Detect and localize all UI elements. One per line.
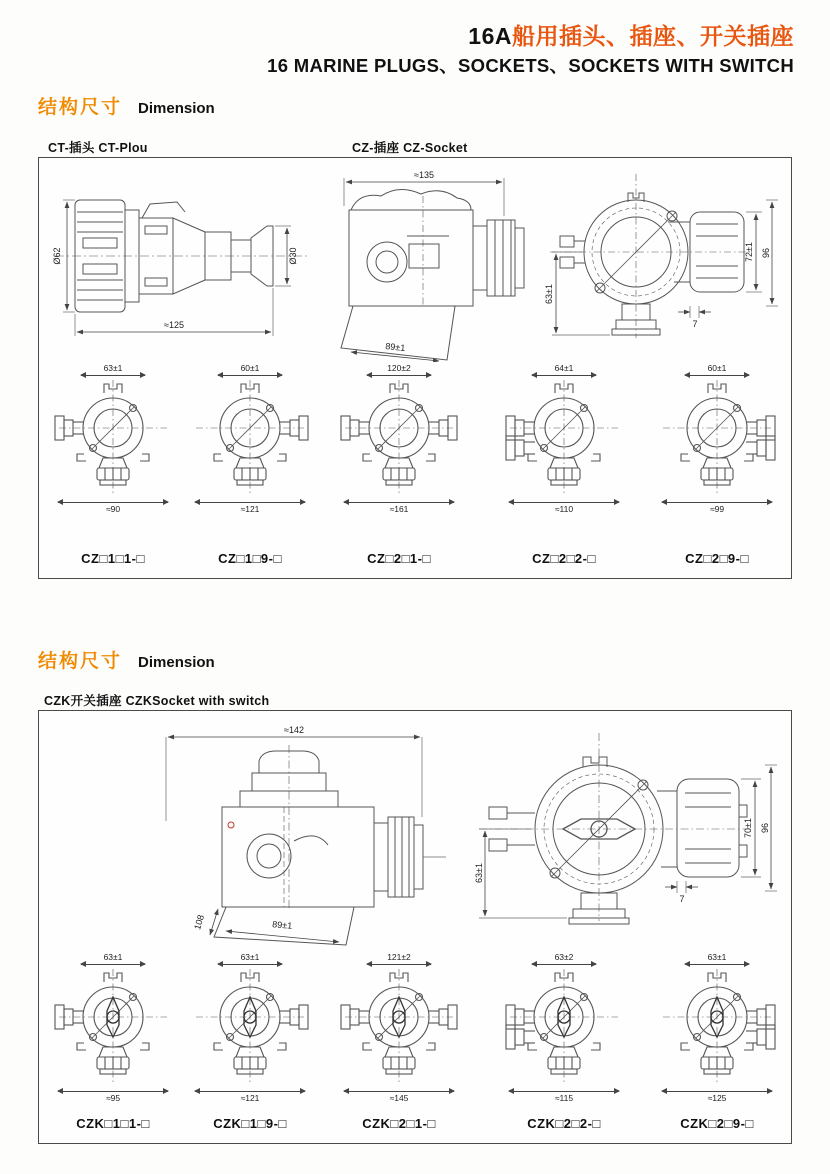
drawing-lines: [550, 174, 750, 338]
variant-cell-czk19: [187, 951, 313, 1102]
dim-value: ≈125: [707, 1092, 727, 1103]
section2-heading-cn: 结构尺寸: [38, 651, 123, 672]
dim-plug-spout: Ø30: [288, 247, 298, 265]
dimension-top: [81, 953, 145, 967]
section1-heading-cn: 结构尺寸: [38, 97, 123, 118]
title-prefix: 16A: [468, 23, 512, 49]
extension-lines: [166, 737, 446, 857]
variant-cell-cz11: [39, 362, 187, 513]
dimension-bottom: [662, 1089, 772, 1103]
cz-socket-front-view-drawing: [544, 166, 784, 362]
product-code: CZK□1□9-□: [213, 1116, 287, 1131]
dim-line: [344, 1091, 454, 1092]
cz-socket-side-view-drawing: [319, 166, 549, 362]
dim-value: 63±1: [707, 952, 727, 962]
dim-front-cap: 72±1: [744, 242, 754, 262]
dim-front-total: 96: [760, 822, 770, 834]
dimension-top: [81, 364, 145, 378]
dimension-top: [367, 364, 431, 378]
page-title-english: 16 MARINE PLUGS、SOCKETS、SOCKETS WITH SWITCH: [267, 55, 794, 76]
dimension-top: [218, 953, 282, 967]
dim-value: 63±2: [554, 952, 574, 962]
dimension-bottom: [509, 500, 619, 514]
product-code: CZ□2□9-□: [685, 551, 749, 566]
dimension-top: [532, 364, 596, 378]
title-chinese: 船用插头、插座、开关插座: [512, 23, 794, 49]
dim-line: [685, 375, 749, 376]
product-code: CZK□1□1-□: [76, 1116, 150, 1131]
dim-value: 63±1: [103, 952, 123, 962]
variant-cell-cz29: [643, 362, 791, 513]
dim-value: ≈95: [105, 1092, 121, 1103]
dimension-lines: [556, 202, 772, 333]
socket-front-drawing: [339, 378, 459, 500]
dim-value: ≈145: [389, 1092, 409, 1103]
dim-line: [662, 502, 772, 503]
dim-line: [532, 964, 596, 965]
dim-value: 64±1: [554, 363, 574, 373]
dim-socket-diag: 89±1: [384, 341, 406, 354]
product-code: CZ□2□1-□: [367, 551, 431, 566]
dim-front-offset: 7: [692, 319, 698, 329]
product-code: CZK□2□2-□: [527, 1116, 601, 1131]
extension-lines: [63, 200, 291, 336]
section1-heading: [38, 92, 215, 119]
czk-switch-socket-side-view-drawing: [134, 721, 464, 949]
section2-heading-en: Dimension: [138, 654, 215, 671]
dim-line: [195, 502, 305, 503]
dim-line: [58, 502, 168, 503]
dim-value: ≈99: [709, 503, 725, 514]
dim-line: [685, 964, 749, 965]
dimension-top: [685, 953, 749, 967]
switch-socket-front-drawing: [53, 967, 173, 1089]
dimension-bottom: [195, 1089, 305, 1103]
dim-line: [195, 1091, 305, 1092]
dim-front-cap: 70±1: [743, 818, 753, 838]
dimension-bottom: [662, 500, 772, 514]
page-header: [267, 18, 794, 78]
drawing-lines: [479, 733, 751, 924]
dim-value: 121±2: [387, 952, 411, 962]
dimension-lines: [168, 737, 420, 942]
drawing-lines: [341, 189, 524, 360]
dim-front-left: 63±1: [474, 863, 484, 883]
switch-socket-front-drawing: [339, 967, 459, 1089]
dimension-top: [367, 953, 431, 967]
dimension-top: [218, 364, 282, 378]
socket-front-drawing: [657, 378, 777, 500]
socket-front-drawing: [53, 378, 173, 500]
switch-socket-front-drawing: [657, 967, 777, 1089]
dim-line: [81, 375, 145, 376]
cz-code-row: [39, 551, 791, 566]
dim-value: 60±1: [707, 363, 727, 373]
dim-value: 60±1: [240, 363, 260, 373]
dim-line: [509, 502, 619, 503]
page-title: [267, 18, 794, 51]
dim-line: [58, 1091, 168, 1092]
dimension-bottom: [195, 500, 305, 514]
variant-cell-czk21: [313, 951, 485, 1102]
dim-line: [662, 1091, 772, 1092]
dim-value: ≈121: [240, 1092, 260, 1103]
dim-socket-width: ≈135: [414, 170, 434, 180]
dim-plug-length: ≈125: [164, 320, 184, 330]
dim-line: [81, 964, 145, 965]
dim-line: [532, 375, 596, 376]
dim-switch-left: 108: [192, 913, 206, 931]
dim-front-total: 96: [761, 247, 771, 259]
dim-line: [218, 375, 282, 376]
variant-cell-cz22: [485, 362, 643, 513]
dimension-bottom: [58, 1089, 168, 1103]
dim-line: [367, 964, 431, 965]
dimension-bottom: [58, 500, 168, 514]
label-cz-socket: CZ-插座 CZ-Socket: [352, 141, 468, 155]
dim-value: 120±2: [387, 363, 411, 373]
dim-value: 63±1: [240, 952, 260, 962]
dim-line: [509, 1091, 619, 1092]
dimension-top: [532, 953, 596, 967]
dim-value: ≈121: [240, 503, 260, 514]
label-ct-plug: CT-插头 CT-Plou: [48, 141, 148, 155]
dim-value: ≈161: [389, 503, 409, 514]
ct-plug-side-view-drawing: [47, 168, 317, 358]
variant-cell-czk29: [643, 951, 791, 1102]
dim-switch-width: ≈142: [284, 725, 304, 735]
dim-front-offset: 7: [679, 894, 685, 904]
dimension-bottom: [509, 1089, 619, 1103]
dimension-bottom: [344, 1089, 454, 1103]
label-czk-socket: CZK开关插座 CZKSocket with switch: [44, 694, 270, 708]
dim-value: ≈115: [554, 1092, 574, 1103]
product-code: CZ□1□9-□: [218, 551, 282, 566]
dim-switch-diag: 89±1: [271, 919, 293, 931]
czk-code-row: [39, 1116, 791, 1131]
dim-value: ≈110: [554, 503, 574, 514]
dim-line: [344, 502, 454, 503]
product-code: CZ□1□1-□: [81, 551, 145, 566]
dim-line: [218, 964, 282, 965]
variant-cell-cz21: [313, 362, 485, 513]
socket-front-drawing: [504, 378, 624, 500]
cz-variant-row: [39, 362, 791, 513]
variant-cell-cz19: [187, 362, 313, 513]
switch-socket-front-drawing: [504, 967, 624, 1089]
variant-cell-czk11: [39, 951, 187, 1102]
czk-variant-row: [39, 951, 791, 1102]
dim-plug-diameter: Ø62: [52, 247, 62, 265]
product-code: CZK□2□9-□: [680, 1116, 754, 1131]
section2-drawing-frame: [38, 710, 792, 1144]
dim-value: ≈90: [105, 503, 121, 514]
section1-heading-en: Dimension: [138, 100, 215, 117]
czk-switch-socket-front-view-drawing: [471, 721, 791, 949]
dimension-bottom: [344, 500, 454, 514]
dim-line: [367, 375, 431, 376]
section2-heading: [38, 646, 215, 673]
switch-socket-front-drawing: [190, 967, 310, 1089]
socket-front-drawing: [190, 378, 310, 500]
dimension-top: [685, 364, 749, 378]
drawing-lines: [55, 200, 309, 312]
product-code: CZK□2□1-□: [362, 1116, 436, 1131]
extension-lines: [479, 765, 777, 918]
drawing-lines: [214, 745, 423, 945]
dimension-lines: [485, 767, 771, 916]
dim-value: 63±1: [103, 363, 123, 373]
product-code: CZ□2□2-□: [532, 551, 596, 566]
dim-front-left: 63±1: [544, 284, 554, 304]
variant-cell-czk22: [485, 951, 643, 1102]
section1-drawing-frame: [38, 157, 792, 579]
